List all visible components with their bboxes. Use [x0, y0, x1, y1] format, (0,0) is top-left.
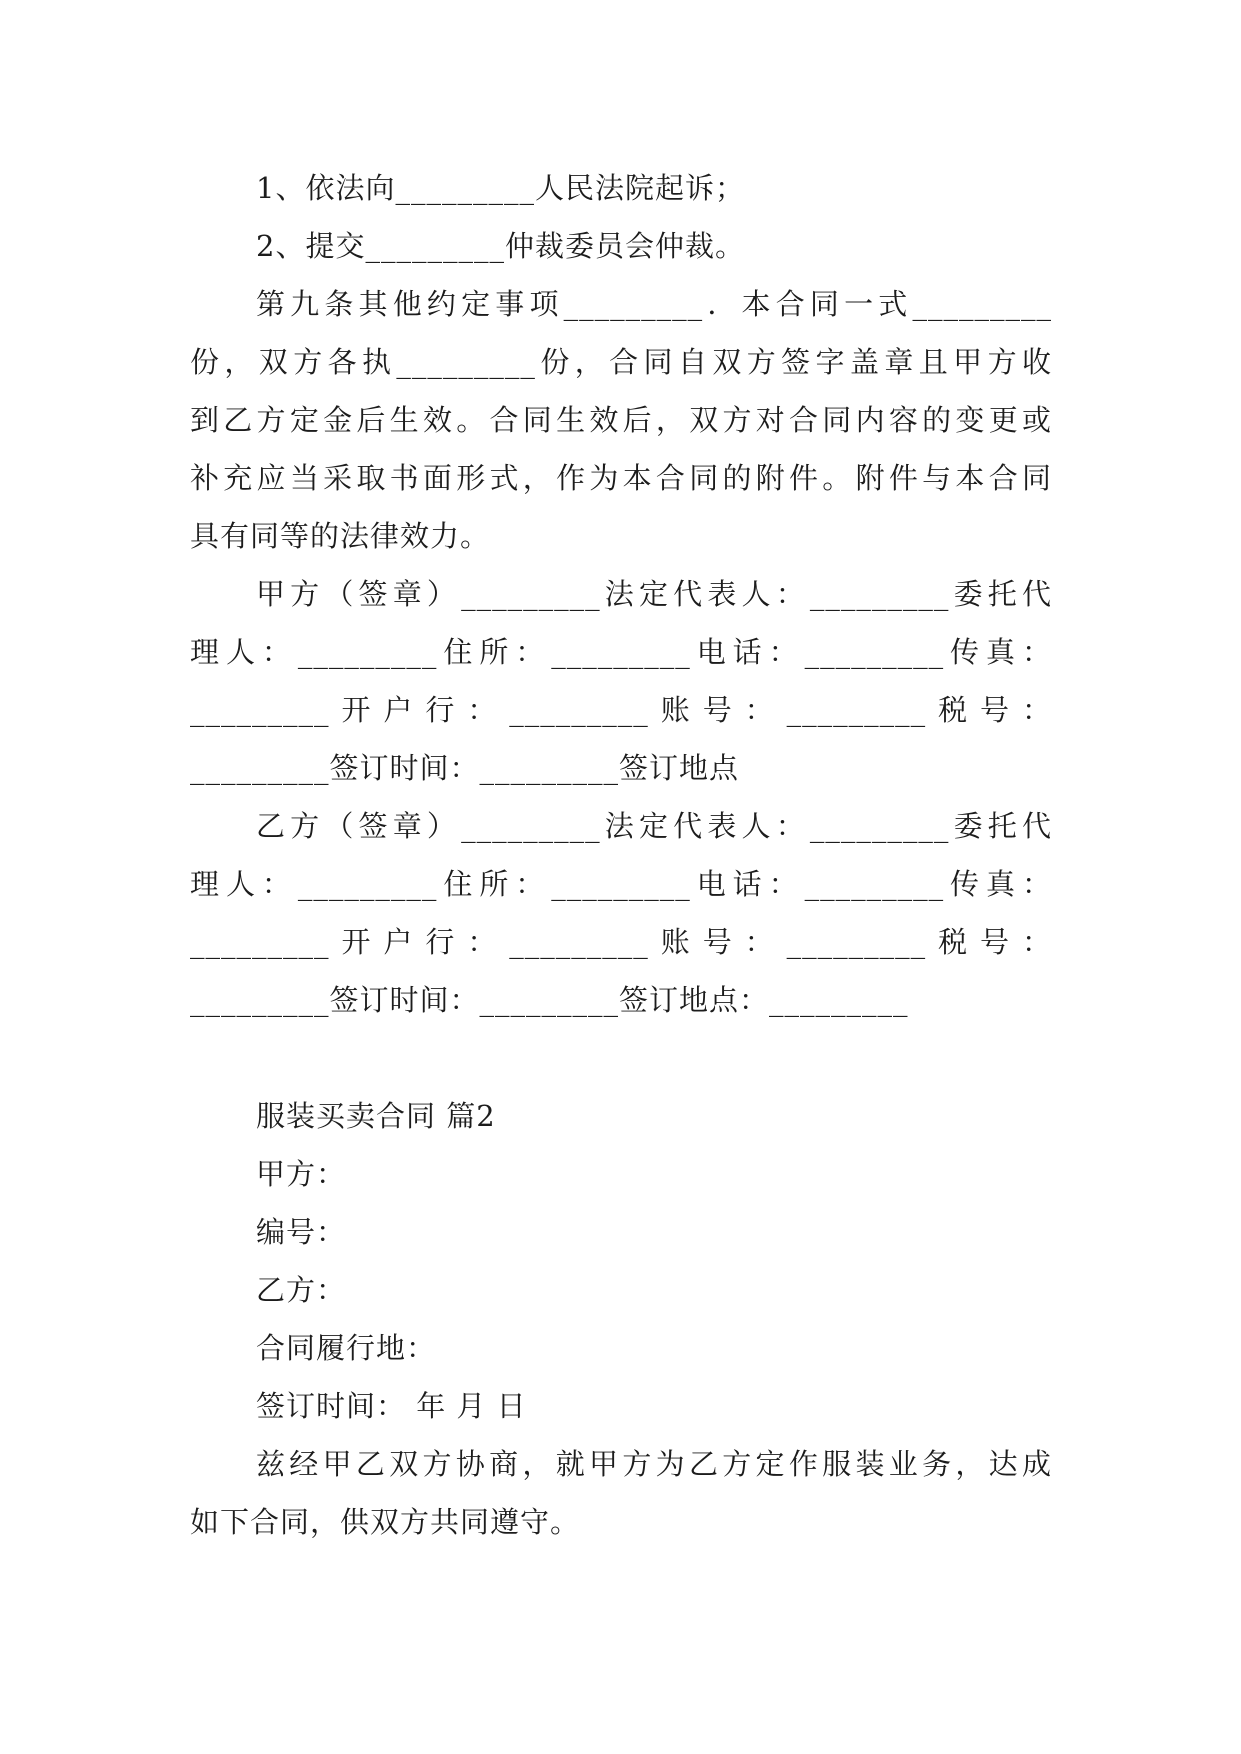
party-b-field: 乙方：: [256, 1273, 347, 1307]
article-nine-line-3: 到乙方定金后生效。合同生效后，双方对合同内容的变更或: [190, 403, 1052, 437]
party-a-line-1: 甲方（签章）_________法定代表人：_________委托代: [256, 577, 1052, 611]
party-b-line-4: _________签订时间：_________签订地点：_________: [190, 983, 909, 1017]
party-a-field: 甲方：: [256, 1157, 347, 1191]
number-field: 编号：: [256, 1215, 347, 1249]
party-b-line-1: 乙方（签章）_________法定代表人：_________委托代: [256, 809, 1052, 843]
clause-line-court: 1、依法向_________人民法院起诉；: [256, 171, 745, 205]
section-heading: 服装买卖合同 篇2: [256, 1099, 496, 1133]
intro-paragraph-line-1: 兹经甲乙双方协商，就甲方为乙方定作服装业务，达成: [256, 1447, 1052, 1481]
article-nine-line-4: 补充应当采取书面形式，作为本合同的附件。附件与本合同: [190, 461, 1052, 495]
article-nine-line-5: 具有同等的法律效力。: [190, 519, 491, 553]
party-a-line-2: 理人：_________住所：_________电话：_________传真：: [190, 635, 1052, 669]
article-nine-line-1: 第九条其他约定事项_________．本合同一式_________: [256, 287, 1052, 321]
party-a-line-3: _________开户行：_________账号：_________税号：: [190, 693, 1052, 727]
article-nine-line-2: 份，双方各执_________份，合同自双方签字盖章且甲方收: [190, 345, 1052, 379]
party-b-line-3: _________开户行：_________账号：_________税号：: [190, 925, 1052, 959]
party-a-line-4: _________签订时间：_________签订地点: [190, 751, 740, 785]
place-of-performance-field: 合同履行地：: [256, 1331, 437, 1365]
intro-paragraph-line-2: 如下合同，供双方共同遵守。: [190, 1505, 581, 1539]
clause-line-arbitration: 2、提交_________仲裁委员会仲裁。: [256, 229, 745, 263]
party-b-line-2: 理人：_________住所：_________电话：_________传真：: [190, 867, 1052, 901]
signing-date-field: 签订时间： 年 月 日: [256, 1389, 527, 1423]
